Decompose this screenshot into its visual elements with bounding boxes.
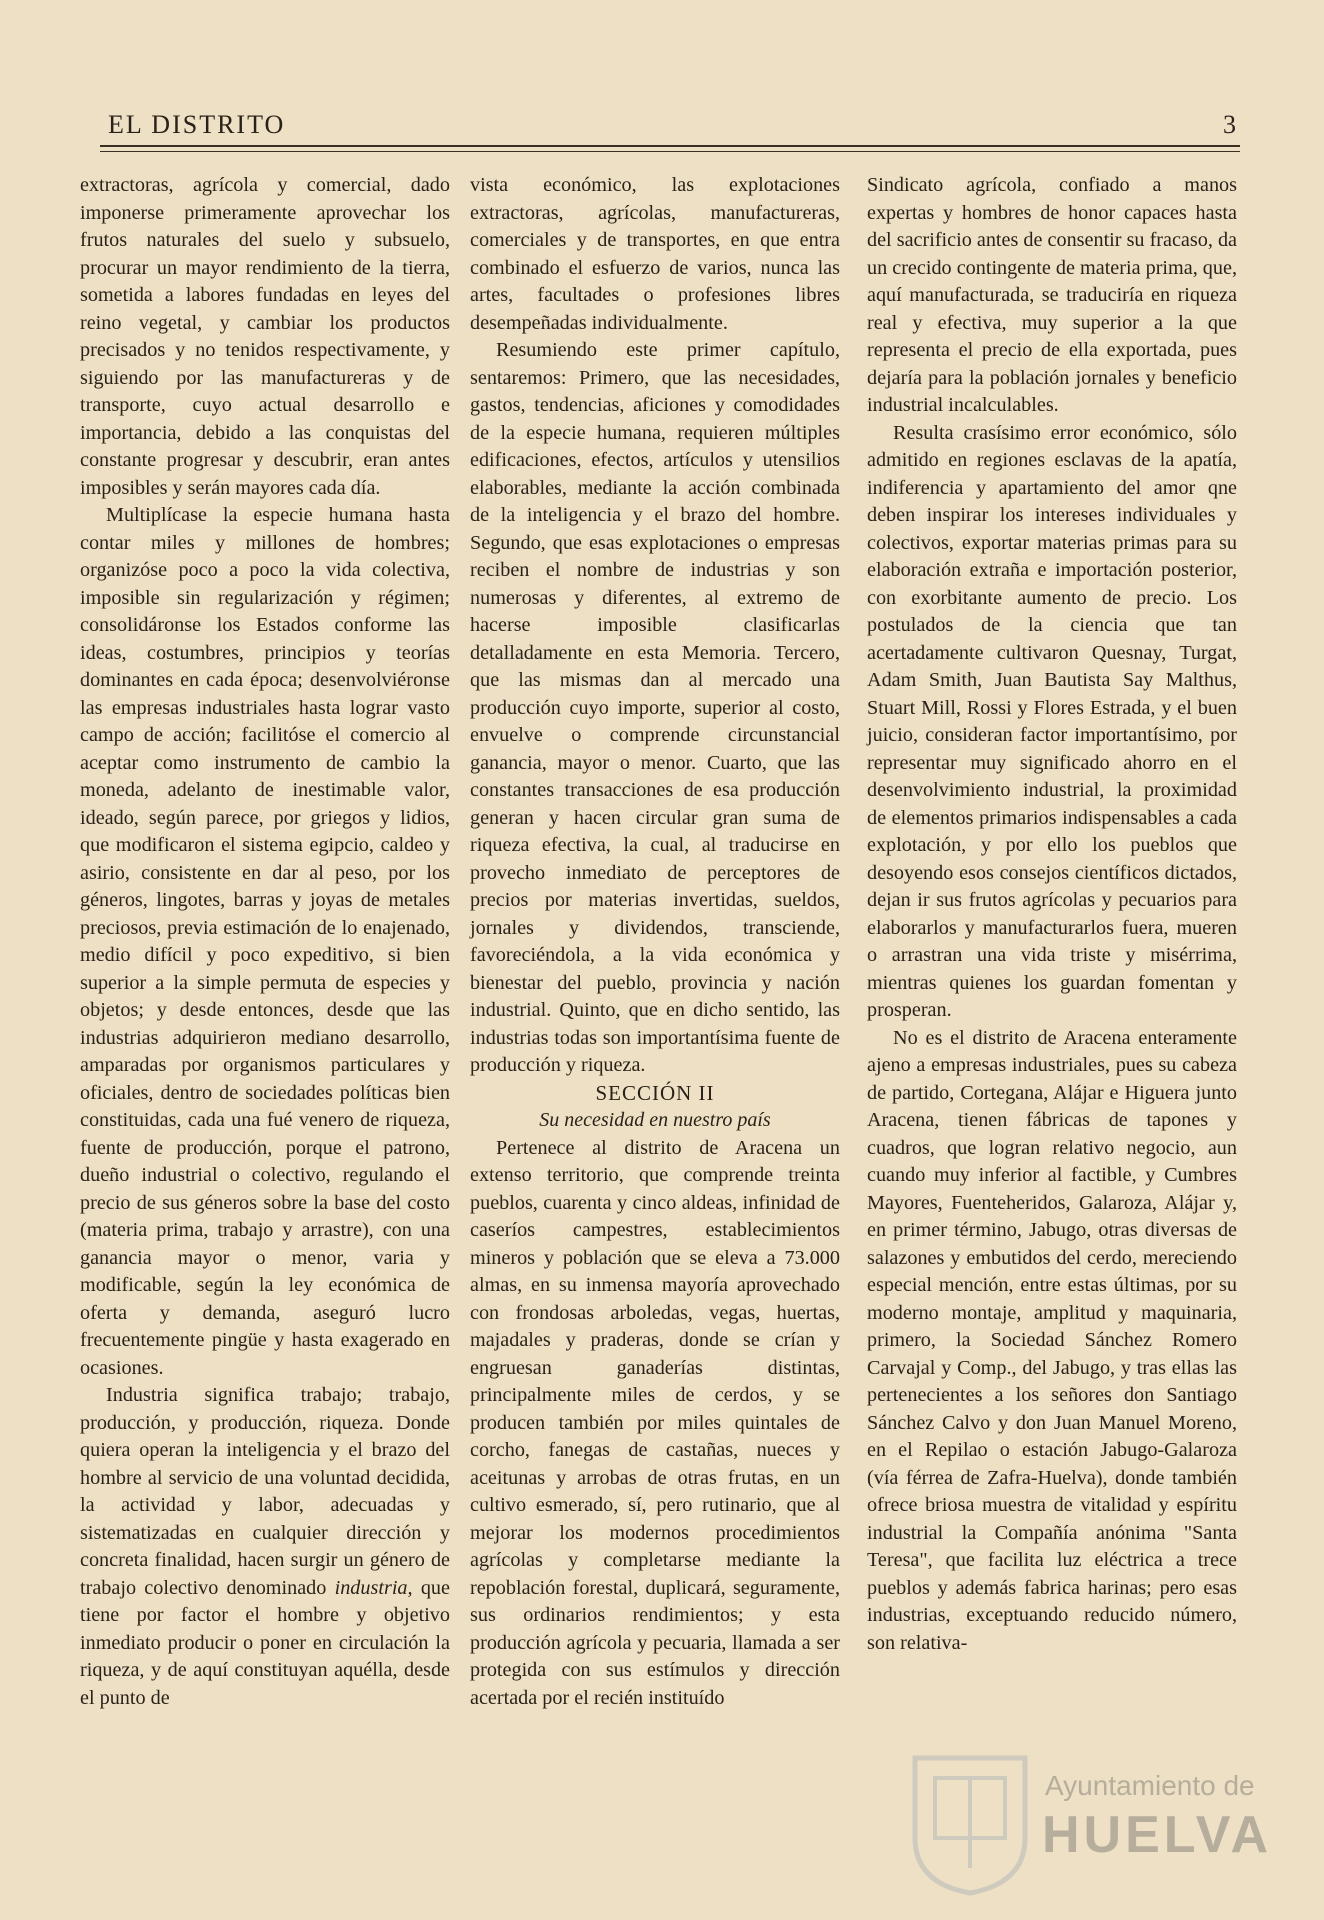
page-header: [108, 110, 1238, 140]
paragraph: vista económico, las explotaciones extractoras, agrícolas, manufactureras, comerciales y de transportes, en que entra combinado el esfuerzo de varios, nunca las artes, facultades o profesiones libres desempeñadas individualmente.: [470, 174, 840, 334]
paragraph: Pertenece al distrito de Aracena un extenso territorio, que comprende treinta pueblos, cuarenta y cinco aldeas, infinidad de caseríos campestres, establecimientos mineros y población que se eleva a 73.000 almas, en su inmensa mayoría aprovechado con frondosas arboledas, vegas, huertas, majadales y praderas, donde se crían y engruesan ganaderías distintas, principalmente miles de cerdos, y se producen también por miles quintales de corcho, fanegas de castañas, nueces y aceitunas y arrobas de otras frutas, en un cultivo esmerado, sí, pero rutinario, que al mejorar los modernos procedimientos agrícolas y completarse mediante la repoblación forestal, duplicará, seguramente, sus ordinarios rendimientos; y esta producción agrícola y pecuaria, llamada a ser protegida con sus estímulos y dirección acertada por el recién instituído: [470, 1136, 840, 1709]
column-2: [470, 172, 840, 1712]
watermark-line-1: Ayuntamiento de: [1045, 1770, 1255, 1801]
paragraph: Resulta crasísimo error económico, sólo admitido en regiones esclavas de la apatía, indiferencia y apartamiento del amor qne deben inspirar los intereses individuales y colectivos, exportar materias primas para su elaboración extraña e importación posterior, con exorbitante aumento de precio. Los postulados de la ciencia que tan acertadamente cultivaron Quesnay, Turgat, Adam Smith, Juan Bautista Say Malthus, Stuart Mill, Rossi y Flores Estrada, y el buen juicio, consideran factor importantísimo, por representar muy significado ahorro en el desenvolvimiento industrial, la proximidad de elementos primarios indispensables a cada explotación, y por ello los pueblos que desoyendo esos consejos científicos dictados, dejan ir sus frutos agrícolas y pecuarios para elaborarlos y manufacturarlos fuera, mueren o arrastran una vida triste y misérrima, mientras quienes los guardan fomentan y prosperan.: [867, 421, 1237, 1021]
watermark-line-2: HUELVA: [1042, 1806, 1273, 1864]
paragraph: Multiplícase la especie humana hasta contar miles y millones de hombres; organizóse poco a poco la vida colectiva, imposible sin regularización y régimen; consolidáronse los Estados conforme las ideas, costumbres, principios y teorías dominantes en cada época; desenvolviéronse las empresas industriales hasta lograr vasto campo de acción; facilitóse el comercio al aceptar como instrumento de cambio la moneda, adelanto de inestimable valor, ideado, según parece, por griegos y lidios, que modificaron el sistema egipcio, caldeo y asirio, consistente en dar al peso, por los géneros, lingotes, barras y joyas de metales preciosos, previa estimación de lo enajenado, medio difícil y poco expeditivo, si bien superior a la simple permuta de especies y objetos; y desde entonces, desde que las industrias adquirieron mediano desarrollo, amparadas por organismos particulares y oficiales, dentro de sociedades políticas bien constituidas, cada una fué venero de riqueza, fuente de producción, porque el patrono, dueño industrial o colectivo, regulando el precio de sus géneros sobre la base del costo (materia prima, trabajo y arrastre), con una ganancia mayor o menor, varia y modificable, según la ley económica de oferta y demanda, aseguró lucro frecuentemente pingüe y hasta exagerado en ocasiones.: [80, 504, 450, 1379]
section-subtitle: Su necesidad en nuestro país: [539, 1109, 771, 1131]
coat-of-arms-watermark-icon: [905, 1748, 1035, 1898]
header-rule-thin: [100, 151, 1240, 152]
paragraph: Resumiendo este primer capítulo, sentaremos: Primero, que las necesidades, gastos, tendencias, aficiones y comodidades de la especie humana, requieren múltiples edificaciones, efectos, artículos y utensilios elaborables, mediante la acción combinada de la inteligencia y el brazo del hombre. Segundo, que esas explotaciones o empresas reciben el nombre de industrias y son numerosas y diferentes, al extremo de hacerse imposible clasificarlas detalladamente en esta Memoria. Tercero, que las mismas dan al mercado una producción cuyo importe, superior al costo, envuelve o comprende circunstancial ganancia, mayor o menor. Cuarto, que las constantes transacciones de esa producción generan y hacen circular gran suma de riqueza efectiva, la cual, al traducirse en provecho inmediato de perceptores de precios por materias invertidas, sueldos, jornales y dividendos, transciende, favoreciéndola, a la vida económica y bienestar del pueblo, provincia y nación industrial. Quinto, que en dicho sentido, las industrias todas son importantísima fuente de producción y riqueza.: [470, 339, 840, 1076]
header-rule: [100, 145, 1240, 147]
publication-title: EL DISTRITO: [108, 110, 286, 139]
page-number: 3: [1223, 110, 1238, 139]
paragraph: [80, 1382, 450, 1712]
column-3: [867, 172, 1237, 1657]
paragraph-text: que tiene por factor el hombre y objetivo inmediato producir o poner en circulación la riqueza, y de aquí constituyan aquélla, desde el punto de: [80, 1576, 450, 1709]
section-title: SECCIÓN II: [595, 1080, 715, 1105]
paragraph: Sindicato agrícola, confiado a manos expertas y hombres de honor capaces hasta del sacrificio antes de consentir su fracaso, da un crecido contingente de materia prima, que, aquí manufacturada, se traduciría en riqueza real y efectiva, muy superior a la que representa el precio de ella exportada, pues dejaría para la población jornales y beneficio industrial incalculables.: [867, 174, 1237, 416]
italic-term: industria,: [334, 1576, 413, 1599]
column-1: [80, 172, 450, 1712]
paragraph-text: Industria significa trabajo; trabajo, producción, y producción, riqueza. Donde quiera operan la inteligencia y el brazo del hombre al servicio de una voluntad decidida, la actividad y labor, adecuadas y sistematizadas en cualquier dirección y concreta finalidad, hacen surgir un género de trabajo colectivo denominado: [80, 1384, 450, 1599]
paragraph: extractoras, agrícola y comercial, dado imponerse primeramente aprovechar los frutos naturales del suelo y subsuelo, procurar un mayor rendimiento de la tierra, sometida a labores fundadas en leyes del reino vegetal, y cambiar los productos precisados y no tenidos respectivamente, y siguiendo por las manufactureras y de transporte, cuyo actual desarrollo e importancia, debido a las conquistas del constante progresar y descubrir, eran antes imposibles y serán mayores cada día.: [80, 174, 450, 499]
paragraph: No es el distrito de Aracena enteramente ajeno a empresas industriales, pues su cabeza de partido, Cortegana, Alájar e Higuera junto Aracena, tienen fábricas de tapones y cuadros, que logran relativo negocio, aun cuando muy inferior al factible, y Cumbres Mayores, Fuenteheridos, Galaroza, Alájar y, en primer término, Jabugo, otras diversas de salazones y embutidos del cerdo, mereciendo especial mención, entre estas últimas, por su moderno montaje, amplitud y maquinaria, primero, la Sociedad Sánchez Romero Carvajal y Comp., del Jabugo, y tras ellas las pertenecientes a los señores don Santiago Sánchez Calvo y don Juan Manuel Moreno, en el Repilao o estación Jabugo-Galaroza (vía férrea de Zafra-Huelva), donde también ofrece briosa muestra de vitalidad y espíritu industrial la Compañía anónima "Santa Teresa", que facilita luz eléctrica a trece pueblos y además fabrica harinas; pero esas industrias, exceptuando reducido número, son relativa-: [867, 1026, 1237, 1654]
